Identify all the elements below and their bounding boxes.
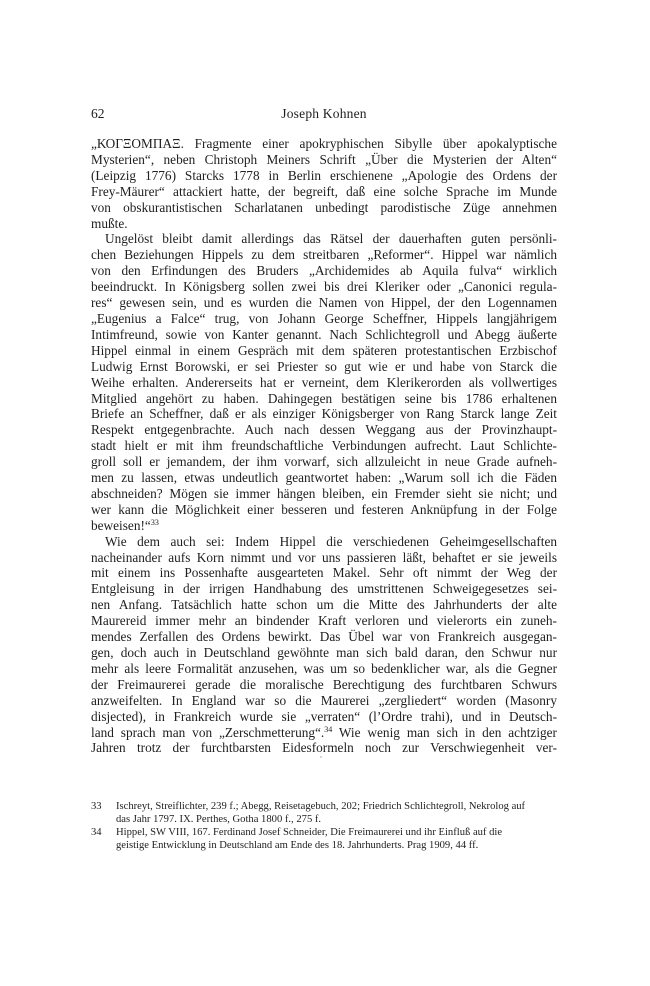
text-line: mußte. [91,215,128,231]
footnotes [91,800,557,852]
footnote-ref-34[interactable]: 34 [324,724,333,734]
text-line: nacheinander aufs Korn nimmt und vor uns passieren läßt, behaftet er sie jeweils [91,549,557,565]
text-line: Hippel einmal in einem Gespräch mit dem späteren protestantischen Erzbischof [91,342,557,358]
text-line: gen, doch auch in Deutschland gewöhnte man sich bald daran, den Schwur nur [91,645,557,660]
text-line: (Leipzig 1776) Starcks 1778 in Berlin erschienene „Apologie des Ordens der [91,167,557,183]
text-line: von den Erfindungen des Bruders „Archidemides ab Aquila fulva“ wirklich [91,263,557,279]
running-title: Joseph Kohnen [281,106,367,121]
text-fragment: beweisen!“ [91,517,151,533]
text-line: mehr als leere Formalität anzusehen, was um so bedenklicher war, als die Gegner [91,660,557,676]
text-line: chen Beziehungen Hippels zu dem streitbaren „Reformer“. Hippel war nämlich [91,247,557,263]
text-line-last [91,518,557,534]
text-line: Wie dem auch sei: Indem Hippel die verschiedenen Geheimgesellschaften [105,533,557,549]
footnote-number: 33 [91,801,102,812]
footnote-line: das Jahr 1797. IX. Perthes, Gotha 1800 f., 275 f. [116,814,322,825]
text-line: Respekt entgegenbrachte. Auch nach dessen Weggang aus der Provinzhaupt- [91,422,557,438]
footnote-number: 34 [91,827,102,838]
text-line: disjected), in Frankreich wurde sie „verraten“ (l’Ordre trahi), und in Deutsch- [91,708,557,724]
text-line: Mitglied angehört zu haben. Dahingegen bestätigen seine bis 1786 erhaltenen [91,390,557,406]
text-line: abschneiden? Mögen sie immer hängen bleiben, ein Fremder sieht sie nicht; und [91,485,557,501]
text-line: Entgleisung in der irrigen Handhabung des umstrittenen Schweigegesetzes sei- [91,581,557,597]
footnote-ref-33[interactable]: 33 [150,517,159,527]
text-line: Mysterien“, neben Christoph Meiners Schrift „Über die Mysterien der Alten“ [91,151,557,167]
footnote-line: geistige Entwicklung in Deutschland am Ende des 18. Jahrhunderts. Prag 1909, 44 ff. [116,840,479,851]
text-line: Maurereid immer mehr an bindender Kraft verloren und vielerorts ein zuneh- [91,613,557,629]
paragraph-3 [91,534,557,757]
print-speck [320,756,322,758]
footnote-34 [91,826,557,852]
footnote-line: Ischreyt, Streiflichter, 239 f.; Abegg, Reisetagebuch, 202; Friedrich Schlichtegroll, Nekrolog auf [116,801,526,812]
paragraph-1 [91,136,557,231]
text-line: Jahren trotz der furchtbarsten Eidesformeln noch zur Verschwiegenheit ver- [91,740,557,756]
text-line: Ludwig Ernst Borowski, er sei Priester so gut wie er und habe von Starck die [91,358,557,374]
text-line: von obskurantistischen Scharlatanen unbedingt parodistische Züge annehmen [91,199,557,215]
text-line: Ungelöst bleibt damit allerdings das Rätsel der dauerhaften guten persönli- [105,231,557,247]
page-number: 62 [91,106,105,121]
text-line: der Freimaurerei gerade die moralische Berechtigung des furchtbaren Schwurs [91,676,557,692]
text-line: Frey-Mäurer“ attackiert hatte, der begreift, daß eine solche Sprache im Munde [91,183,557,199]
text-line: Briefe an Scheffner, daß er als einziger Königsberger von Rang Starck lange Zeit [91,406,557,422]
text-line: „ΚΟΓΞΟΜΠΑΞ. Fragmente einer apokryphischen Sibylle über apokalyptische [91,136,557,151]
footnote-33 [91,800,557,826]
text-line: wer kann die Möglichkeit einer besseren und festeren Anknüpfung in der Folge [91,501,557,517]
text-line-with-note [91,725,557,741]
text-fragment: Wie wenig man sich in den achtziger [332,724,557,740]
text-line: res“ gewesen sein, und es wurden die Namen von Hippel, der den Logennamen [91,295,557,311]
text-line: „Eugenius a Falce“ trug, von Johann George Scheffner, Hippels langjährigem [91,310,557,326]
text-line: mit einem ins Possenhafte ausgearteten Makel. Sehr oft nimmt der Weg der [91,565,557,581]
text-fragment: land sprach man von „Zerschmetterung“. [91,724,325,740]
text-line: stadt hielt er mit ihm freundschaftliche Verbindungen aufrecht. Laut Schlichte- [91,438,557,454]
text-line: men zu lassen, etwas undeutlich geantwortet haben: „Warum soll ich die Fäden [91,470,557,486]
page-header [91,106,557,126]
footnote-line: Hippel, SW VIII, 167. Ferdinand Josef Schneider, Die Freimaurerei und ihr Einfluß auf die [116,827,503,838]
text-line: beeindruckt. In Königsberg sollen zwei bis drei Kleriker oder „Canonici regula- [91,279,557,295]
text-line: groll soll er jemandem, der ihm vorwarf, sich allzuleicht in neue Grade aufneh- [91,454,557,470]
text-line: anzweifelten. In England war so die Maurerei „zergliedert“ worden (Masonry [91,692,557,708]
main-text [91,136,557,756]
text-line: nen Anfang. Tatsächlich hatte schon um die Mitte des Jahrhunderts der alte [91,597,557,613]
paragraph-2 [91,231,557,533]
text-line: mendes Zerfallen des Ordens bewirkt. Das Übel war von Frankreich ausgegan- [91,629,557,645]
text-line: Intimfreund, sowie von Kanter genannt. Nach Schlichtegroll und Abegg äußerte [91,326,557,342]
text-line: Weihe erhalten. Andererseits hat er verneint, dem Klerikerorden als vollwertiges [91,374,557,390]
